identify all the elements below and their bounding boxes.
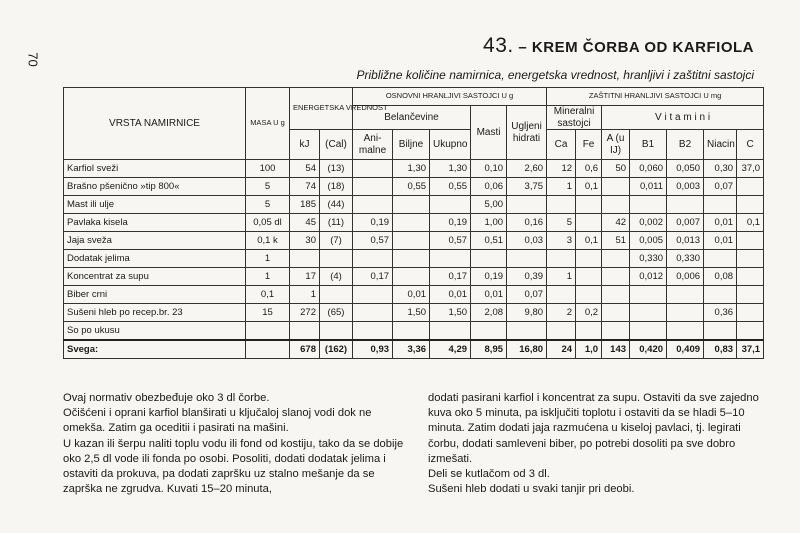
table-cell: 0,55: [393, 178, 430, 196]
table-cell: [576, 196, 602, 214]
table-cell: [320, 250, 353, 268]
table-cell: [704, 250, 737, 268]
table-cell: (65): [320, 304, 353, 322]
col-energy-header: ENERGETSKA VREDNOST: [290, 88, 353, 130]
table-cell: 1: [246, 268, 290, 286]
table-cell: 0,012: [630, 268, 667, 286]
ingredient-name-cell: Svega:: [64, 340, 246, 359]
table-cell: 8,95: [471, 340, 507, 359]
table-cell: [320, 322, 353, 341]
table-cell: [704, 322, 737, 341]
table-cell: [576, 286, 602, 304]
table-cell: [737, 268, 764, 286]
table-cell: 5: [547, 214, 576, 232]
table-cell: 0,420: [630, 340, 667, 359]
table-cell: 1,00: [471, 214, 507, 232]
table-cell: 5,00: [471, 196, 507, 214]
table-cell: 0,003: [667, 178, 704, 196]
table-cell: (44): [320, 196, 353, 214]
table-cell: (162): [320, 340, 353, 359]
recipe-name: – KREM ČORBA OD KARFIOLA: [518, 39, 754, 56]
table-cell: [353, 286, 393, 304]
table-row: [64, 178, 764, 196]
table-cell: [430, 322, 471, 341]
table-cell: [393, 268, 430, 286]
table-cell: 2: [547, 304, 576, 322]
table-cell: [353, 160, 393, 178]
ingredient-name-cell: Karfiol sveži: [64, 160, 246, 178]
table-cell: [576, 214, 602, 232]
table-cell: 37,1: [737, 340, 764, 359]
table-row: [64, 322, 764, 341]
table-cell: [471, 250, 507, 268]
table-cell: 0,07: [507, 286, 547, 304]
table-cell: 3: [547, 232, 576, 250]
table-cell: [576, 268, 602, 286]
table-cell: 0,013: [667, 232, 704, 250]
table-cell: 0,2: [576, 304, 602, 322]
table-subtitle: Približne količine namirnica, energetska vrednost, hranljivi i zaštitni sastojci: [356, 68, 754, 82]
table-cell: 678: [290, 340, 320, 359]
table-cell: 0,57: [353, 232, 393, 250]
table-cell: [602, 178, 630, 196]
protein-header: Belančevine: [353, 106, 471, 130]
table-cell: [630, 286, 667, 304]
total-protein-header: Ukupno: [430, 130, 471, 160]
table-cell: [737, 304, 764, 322]
table-cell: (13): [320, 160, 353, 178]
table-cell: [547, 250, 576, 268]
vitamin-a-header: A (u IJ): [602, 130, 630, 160]
table-cell: 0,060: [630, 160, 667, 178]
table-cell: 0,36: [704, 304, 737, 322]
table-cell: 0,01: [471, 286, 507, 304]
table-cell: 1,50: [393, 304, 430, 322]
table-row: [64, 286, 764, 304]
table-cell: 0,1: [576, 232, 602, 250]
table-cell: [353, 304, 393, 322]
table-cell: 51: [602, 232, 630, 250]
table-cell: 45: [290, 214, 320, 232]
table-cell: [246, 322, 290, 341]
table-cell: [737, 286, 764, 304]
table-cell: 54: [290, 160, 320, 178]
table-cell: 37,0: [737, 160, 764, 178]
table-cell: 0,57: [430, 232, 471, 250]
table-cell: 24: [547, 340, 576, 359]
instruction-paragraph: Deli se kutlačom od 3 dl.: [428, 468, 550, 481]
table-cell: [602, 322, 630, 341]
table-cell: 12: [547, 160, 576, 178]
table-cell: [547, 196, 576, 214]
table-cell: 0,10: [471, 160, 507, 178]
ingredient-name-cell: Sušeni hleb po recep.br. 23: [64, 304, 246, 322]
table-cell: [290, 322, 320, 341]
table-cell: [393, 196, 430, 214]
table-cell: 0,6: [576, 160, 602, 178]
table-cell: (4): [320, 268, 353, 286]
instruction-paragraph: U kazan ili šerpu naliti toplu vodu ili fond od kostiju, tako da se dobije oko 2,5 dl vode ili fonda po osobi. Posoliti, dodati dodatak jelima i ostaviti da prokuva, pa dodati zapršku uz stalno mešanje da se zaprška ne zgrudva. Kuvati 15–20 minuta,: [63, 437, 404, 496]
table-cell: [667, 322, 704, 341]
table-row: [64, 268, 764, 286]
table-cell: 0,51: [471, 232, 507, 250]
table-cell: 1,0: [576, 340, 602, 359]
table-cell: [737, 250, 764, 268]
table-cell: [737, 178, 764, 196]
table-cell: (11): [320, 214, 353, 232]
ingredient-name-cell: Brašno pšenično »tip 800«: [64, 178, 246, 196]
table-cell: [602, 304, 630, 322]
table-cell: 15: [246, 304, 290, 322]
ingredient-name-cell: Koncentrat za supu: [64, 268, 246, 286]
table-row: [64, 214, 764, 232]
table-cell: 0,01: [393, 286, 430, 304]
table-cell: 0,002: [630, 214, 667, 232]
table-row: [64, 160, 764, 178]
table-cell: [290, 250, 320, 268]
table-cell: 2,08: [471, 304, 507, 322]
table-cell: 0,409: [667, 340, 704, 359]
kj-header: kJ: [290, 130, 320, 160]
table-cell: 0,005: [630, 232, 667, 250]
table-cell: [507, 322, 547, 341]
ingredient-name-cell: Jaja sveža: [64, 232, 246, 250]
basic-nutrients-header: OSNOVNI HRANLJIVI SASTOJCI U g: [353, 88, 547, 106]
table-cell: [630, 196, 667, 214]
ingredient-name-cell: Pavlaka kisela: [64, 214, 246, 232]
table-cell: [353, 178, 393, 196]
table-cell: 185: [290, 196, 320, 214]
vitamin-b1-header: B1: [630, 130, 667, 160]
table-row: [64, 232, 764, 250]
table-cell: [507, 250, 547, 268]
table-cell: 1: [290, 286, 320, 304]
ingredient-name-cell: Biber crni: [64, 286, 246, 304]
table-cell: [353, 250, 393, 268]
instruction-paragraph: Sušeni hleb dodati u svaki tanjir pri deobi.: [428, 483, 635, 496]
table-cell: 9,80: [507, 304, 547, 322]
ingredient-name-cell: Dodatak jelima: [64, 250, 246, 268]
table-cell: 0,011: [630, 178, 667, 196]
table-cell: 0,1 k: [246, 232, 290, 250]
table-cell: 0,1: [737, 214, 764, 232]
table-cell: [737, 232, 764, 250]
table-cell: [507, 196, 547, 214]
table-cell: 0,83: [704, 340, 737, 359]
table-cell: 0,19: [471, 268, 507, 286]
table-cell: [547, 322, 576, 341]
table-cell: 1,30: [393, 160, 430, 178]
carbohydrate-header: Ugljeni hidrati: [507, 106, 547, 160]
instructions-left-column: [63, 391, 409, 497]
vitamin-b2-header: B2: [667, 130, 704, 160]
table-cell: [576, 322, 602, 341]
iron-header: Fe: [576, 130, 602, 160]
table-cell: [353, 196, 393, 214]
table-cell: [320, 286, 353, 304]
ingredient-name-cell: Mast ili ulje: [64, 196, 246, 214]
table-cell: 0,05 dl: [246, 214, 290, 232]
recipe-title: [483, 34, 754, 58]
table-row: [64, 196, 764, 214]
table-cell: [630, 304, 667, 322]
instruction-paragraph: dodati pasirani karfiol i koncentrat za supu. Ostaviti da sve zajedno kuva oko 5 minuta, pa isključiti toplotu i ostaviti da se hladi 5–10 minuta. Zatim dodati jaja razmućena u kiseloj pavlaci, tj. legirati čorbu, dodati samleveni biber, po potrebi dosoliti pa sve dobro izmešati.: [428, 392, 759, 465]
table-total-row: [64, 340, 764, 359]
page-number: 70: [25, 52, 41, 67]
table-cell: 0,17: [430, 268, 471, 286]
table-cell: 100: [246, 160, 290, 178]
table-cell: 0,01: [704, 214, 737, 232]
instruction-paragraph: Očišćeni i oprani karfiol blanširati u ključaloj slanoj vodi dok ne omekša. Zatim ga oceditii i pasirati na mašini.: [63, 407, 372, 435]
minerals-header: Mineralni sastojci: [547, 106, 602, 130]
table-cell: 0,07: [704, 178, 737, 196]
table-cell: [602, 250, 630, 268]
table-cell: [353, 322, 393, 341]
cal-header: (Cal): [320, 130, 353, 160]
table-cell: 0,39: [507, 268, 547, 286]
table-cell: [602, 286, 630, 304]
table-row: [64, 250, 764, 268]
table-cell: [246, 340, 290, 359]
col-mass-header: MASA U g: [246, 88, 290, 160]
col-item-header: VRSTA NAMIRNICE: [64, 88, 246, 160]
table-cell: [667, 304, 704, 322]
table-cell: 2,60: [507, 160, 547, 178]
table-cell: 0,01: [704, 232, 737, 250]
table-cell: [667, 196, 704, 214]
table-cell: 0,30: [704, 160, 737, 178]
table-cell: 1: [547, 178, 576, 196]
table-cell: 0,330: [630, 250, 667, 268]
table-cell: 272: [290, 304, 320, 322]
table-cell: [430, 250, 471, 268]
table-cell: 74: [290, 178, 320, 196]
table-cell: 0,050: [667, 160, 704, 178]
table-cell: [630, 322, 667, 341]
table-cell: 16,80: [507, 340, 547, 359]
recipe-number: 43.: [483, 34, 514, 57]
table-cell: [471, 322, 507, 341]
table-cell: 3,36: [393, 340, 430, 359]
table-cell: 5: [246, 178, 290, 196]
table-row: [64, 304, 764, 322]
table-cell: [393, 232, 430, 250]
table-cell: [393, 322, 430, 341]
table-cell: [393, 214, 430, 232]
calcium-header: Ca: [547, 130, 576, 160]
table-cell: 4,29: [430, 340, 471, 359]
table-cell: [667, 286, 704, 304]
table-cell: 0,17: [353, 268, 393, 286]
animal-protein-header: Ani-malne: [353, 130, 393, 160]
table-cell: 50: [602, 160, 630, 178]
table-cell: [737, 322, 764, 341]
table-cell: [547, 286, 576, 304]
table-cell: 30: [290, 232, 320, 250]
table-cell: [704, 286, 737, 304]
table-cell: [576, 250, 602, 268]
table-cell: 0,01: [430, 286, 471, 304]
table-cell: 143: [602, 340, 630, 359]
instruction-paragraph: Ovaj normativ obezbeđuje oko 3 dl čorbe.: [63, 392, 270, 404]
table-cell: 17: [290, 268, 320, 286]
table-cell: 0,19: [430, 214, 471, 232]
ingredient-name-cell: So po ukusu: [64, 322, 246, 341]
table-cell: (18): [320, 178, 353, 196]
table-cell: [430, 196, 471, 214]
table-cell: (7): [320, 232, 353, 250]
table-cell: 0,1: [246, 286, 290, 304]
plant-protein-header: Biljne: [393, 130, 430, 160]
table-cell: [602, 268, 630, 286]
table-cell: 42: [602, 214, 630, 232]
table-cell: 0,006: [667, 268, 704, 286]
fat-header: Masti: [471, 106, 507, 160]
table-cell: 0,007: [667, 214, 704, 232]
vitamin-c-header: C: [737, 130, 764, 160]
table-cell: 0,08: [704, 268, 737, 286]
table-cell: [704, 196, 737, 214]
table-cell: 0,1: [576, 178, 602, 196]
table-cell: 0,55: [430, 178, 471, 196]
vitamins-header: V i t a m i n i: [602, 106, 764, 130]
table-cell: 0,93: [353, 340, 393, 359]
table-cell: [602, 196, 630, 214]
table-cell: 0,03: [507, 232, 547, 250]
table-cell: 0,16: [507, 214, 547, 232]
table-cell: [393, 250, 430, 268]
table-cell: 1,30: [430, 160, 471, 178]
table-cell: 3,75: [507, 178, 547, 196]
table-cell: 0,06: [471, 178, 507, 196]
table-cell: 1,50: [430, 304, 471, 322]
table-cell: [737, 196, 764, 214]
table-cell: 1: [246, 250, 290, 268]
table-cell: 0,19: [353, 214, 393, 232]
protective-nutrients-header: ZAŠTITNI HRANLJIVI SASTOJCI U mg: [547, 88, 764, 106]
table-cell: 1: [547, 268, 576, 286]
table-cell: 0,330: [667, 250, 704, 268]
instructions-right-column: [428, 391, 764, 497]
nutrition-table: [63, 87, 764, 359]
niacin-header: Niacin: [704, 130, 737, 160]
table-cell: 5: [246, 196, 290, 214]
